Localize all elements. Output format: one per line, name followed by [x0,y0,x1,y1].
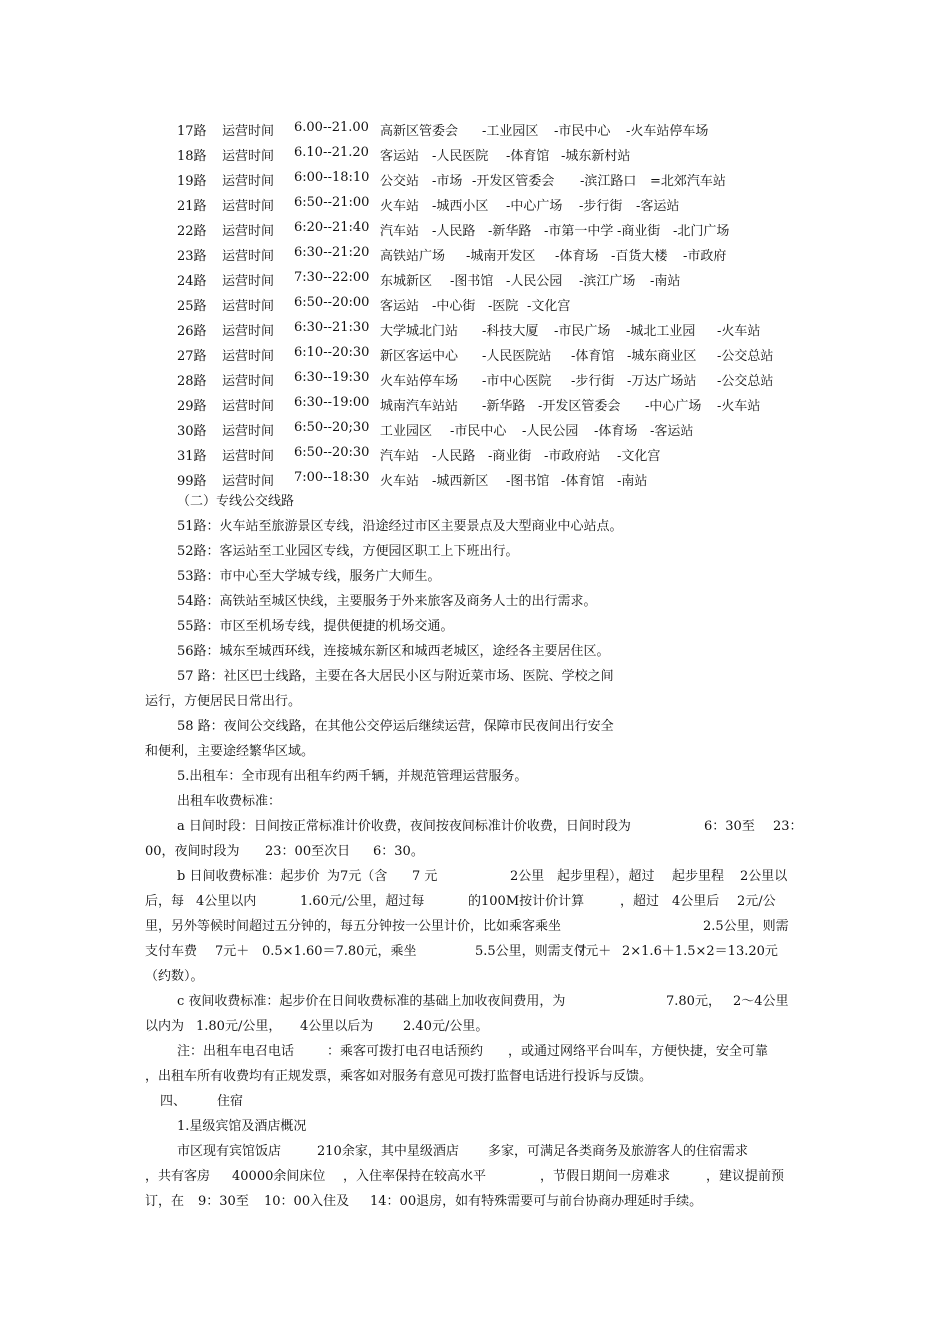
route-stop: -图书馆 [450,274,494,289]
route-stop: -市中心医院 [482,374,552,389]
text-fragment: 2元/公 [737,894,776,909]
route-hours-label: 运营时间 [222,149,275,164]
route-hours: 6:30--19:30 [294,370,370,385]
route-hours-label: 运营时间 [222,424,275,439]
text-fragment: 支付车费 [145,944,198,959]
route-stop: 汽车站 [380,449,420,464]
text-fragment: 23：00至次日 [265,844,351,859]
route-stop: 大学城北门站 [380,324,459,339]
route-stop: -客运站 [650,424,694,439]
text-fragment: 40000余间床位 [232,1169,326,1184]
route-stop: -滨江路口 [580,174,637,189]
route-number: 30路 [177,424,207,439]
route-stop: 高新区管委会 [380,124,459,139]
route-stop: -新华路 [482,399,526,414]
route-stop: -火车站 [717,324,761,339]
route-number: 28路 [177,374,207,389]
text-fragment: 10：00入住及 [264,1194,350,1209]
route-number: 17路 [177,124,207,139]
route-hours: 7:30--22:00 [294,270,370,285]
route-stop: -中心广场 [506,199,563,214]
route-stop: -客运站 [636,199,680,214]
text-fragment: ：乘客可拨打电召电话预约 [327,1044,484,1059]
text-line: 运行，方便居民日常出行。 [145,694,302,709]
text-line: 52路：客运站至工业园区专线，方便园区职工上下班出行。 [177,544,519,559]
text-fragment: 4公里后 [672,894,720,909]
route-stop: -科技大厦 [482,324,539,339]
route-stop: -步行街 [571,374,615,389]
route-stop: 客运站 [380,149,420,164]
route-stop: -城东新村站 [561,149,631,164]
route-stop: -人民路 [432,224,476,239]
text-fragment: 以内为 [145,1019,185,1034]
route-hours: 6:50--20:00 [294,295,370,310]
route-stop: -南站 [617,474,648,489]
route-stop: -万达广场站 [627,374,697,389]
text-line: 和便利，主要途经繁华区域。 [145,744,315,759]
text-fragment: 6：30至 [704,819,755,834]
text-fragment: a 日间时段：日间按正常标准计价收费，夜间按夜间标准计价收费，日间时段为 [177,819,631,834]
route-number: 22路 [177,224,207,239]
text-fragment: 1.60元/公里，超过每 [300,894,425,909]
text-fragment: 市区现有宾馆饭店 [177,1144,282,1159]
text-fragment: 住宿 [217,1094,244,1109]
text-fragment: c 夜间收费标准：起步价在日间收费标准的基础上加收夜间费用，为 [177,994,566,1009]
route-stop: -公交总站 [717,374,774,389]
text-fragment: 注：出租车电召电话 [177,1044,295,1059]
text-line: 58 路：夜间公交线路，在其他公交停运后继续运营，保障市民夜间出行安全 [177,719,614,734]
route-stop: -步行街 [579,199,623,214]
text-fragment: 00，夜间时段为 [145,844,240,859]
text-fragment: 里，另外等候时间超过五分钟的，每五分钟按一公里计价，比如乘客乘坐 [145,919,562,934]
route-stop: -图书馆 [506,474,550,489]
route-stop: -火车站 [717,399,761,414]
route-hours: 6:00--18:10 [294,170,370,185]
route-stop: 汽车站 [380,224,420,239]
route-number: 18路 [177,149,207,164]
route-stop: -市民中心 [554,124,611,139]
route-hours: 6.10--21.20 [294,145,369,160]
route-number: 25路 [177,299,207,314]
route-stop: -工业园区 [482,124,539,139]
text-fragment: 4公里以后为 [300,1019,374,1034]
route-stop: -城东商业区 [627,349,697,364]
text-fragment: 7元＋ [215,944,250,959]
text-fragment: 订，在 [145,1194,185,1209]
text-fragment: ，或通过网络平台叫车，方便快捷，安全可靠 [508,1044,769,1059]
route-stop: -商业街 [488,449,532,464]
route-hours-label: 运营时间 [222,274,275,289]
text-line: 51路：火车站至旅游景区专线，沿途经过市区主要景点及大型商业中心站点。 [177,519,623,534]
route-stop: -人民公园 [522,424,579,439]
text-fragment: 起步里程），超过 [557,869,655,884]
text-line: 53路：市中心至大学城专线，服务广大师生。 [177,569,441,584]
route-hours-label: 运营时间 [222,324,275,339]
route-hours: 6:30--21:30 [294,320,370,335]
route-stop: -城北工业园 [626,324,696,339]
route-stop: -市民广场 [554,324,611,339]
text-line: 57 路：社区巴士线路，主要在各大居民小区与附近菜市场、医院、学校之间 [177,669,614,684]
route-stop: -市政府站 [544,449,601,464]
route-stop: -公交总站 [717,349,774,364]
route-hours-label: 运营时间 [222,124,275,139]
route-hours-label: 运营时间 [222,474,275,489]
route-stop: 工业园区 [380,424,433,439]
text-fragment: ，出租车所有收费均有正规发票，乘客如对服务有意见可拨打监督电话进行投诉与反馈。 [145,1069,653,1084]
route-stop: 东城新区 [380,274,433,289]
text-fragment: 后，每 [145,894,185,909]
text-fragment: 5.5公里，则需支付 [475,944,587,959]
route-stop: 城南汽车站站 [380,399,459,414]
route-hours: 7:00--18:30 [294,470,370,485]
route-number: 99路 [177,474,207,489]
route-stop: -人民医院 [432,149,489,164]
text-fragment: 1.星级宾馆及酒店概况 [177,1119,307,1134]
route-stop: -北门广场 [673,224,730,239]
route-hours-label: 运营时间 [222,374,275,389]
route-stop: 公交站 [380,174,420,189]
text-fragment: 1.80元/公里， [196,1019,282,1034]
text-fragment: b 日间收费标准：起步价 [177,869,320,884]
route-number: 23路 [177,249,207,264]
route-stop: -城南开发区 [466,249,536,264]
route-hours: 6:10--20:30 [294,345,370,360]
route-stop: -开发区管委会 [472,174,555,189]
route-stop: -文化宫 [527,299,571,314]
text-fragment: 起步里程 [672,869,725,884]
route-hours-label: 运营时间 [222,174,275,189]
text-fragment: 2.40元/公里。 [403,1019,489,1034]
text-fragment: 四、 [160,1094,187,1109]
route-stop: -百货大楼 [611,249,668,264]
route-stop: -开发区管委会 [538,399,621,414]
text-fragment: ，入住率保持在较高水平 [343,1169,487,1184]
route-hours: 6:50--21:00 [294,195,370,210]
text-line: （二）专线公交线路 [177,494,295,509]
route-stop: -火车站停车场 [626,124,709,139]
route-hours-label: 运营时间 [222,249,275,264]
route-stop: -体育场 [594,424,638,439]
route-stop: -文化宫 [617,449,661,464]
route-hours-label: 运营时间 [222,224,275,239]
route-stop: -医院 [488,299,519,314]
route-stop: -城西新区 [432,474,489,489]
text-line: 5.出租车：全市现有出租车约两千辆，并规范管理运营服务。 [177,769,528,784]
route-stop: -城西小区 [432,199,489,214]
route-stop: -人民路 [432,449,476,464]
route-number: 19路 [177,174,207,189]
route-number: 31路 [177,449,207,464]
text-fragment: 210余家，其中星级酒店 [317,1144,459,1159]
route-stop: -中心街 [432,299,476,314]
text-fragment: 7 元 [412,869,438,884]
route-hours: 6:30--21:20 [294,245,370,260]
text-fragment: ，共有客房 [145,1169,211,1184]
route-hours: 6:30--19:00 [294,395,370,410]
route-stop: -人民公园 [506,274,563,289]
route-stop: =北郊汽车站 [650,174,726,189]
text-fragment: 2×1.6＋1.5×2＝13.20元 [622,944,778,959]
route-stop: -中心广场 [645,399,702,414]
text-fragment: 的100M按计价计算 [468,894,585,909]
route-stop: -市场 [432,174,463,189]
text-fragment: 2.5公里，则需 [703,919,789,934]
route-stop: -滨江广场 [579,274,636,289]
text-line: 55路：市区至机场专线，提供便捷的机场交通。 [177,619,454,634]
route-stop: 火车站停车场 [380,374,459,389]
route-stop: -市政府 [683,249,727,264]
text-line: 出租车收费标准： [177,794,282,809]
text-fragment: 7元＋ [577,944,612,959]
route-hours-label: 运营时间 [222,299,275,314]
route-stop: -市民中心 [450,424,507,439]
route-hours-label: 运营时间 [222,449,275,464]
route-stop: -南站 [650,274,681,289]
route-number: 29路 [177,399,207,414]
route-stop: 客运站 [380,299,420,314]
route-hours-label: 运营时间 [222,199,275,214]
text-fragment: ，建议提前预 [706,1169,785,1184]
text-fragment: 多家，可满足各类商务及旅游客人的住宿需求 [488,1144,749,1159]
text-fragment: 为7元（含 [327,869,388,884]
route-stop: -人民医院站 [482,349,552,364]
route-number: 26路 [177,324,207,339]
text-fragment: 2～4公里 [733,994,789,1009]
route-number: 21路 [177,199,207,214]
text-fragment: 9：30至 [198,1194,249,1209]
text-line: 54路：高铁站至城区快线，主要服务于外来旅客及商务人士的出行需求。 [177,594,597,609]
route-number: 24路 [177,274,207,289]
route-stop: 新区客运中心 [380,349,459,364]
text-fragment: 6：30。 [373,844,424,859]
route-number: 27路 [177,349,207,364]
route-stop: -体育场 [555,249,599,264]
route-stop: 高铁站广场 [380,249,446,264]
text-line: 56路：城东至城西环线，连接城东新区和城西老城区，途经各主要居住区。 [177,644,610,659]
route-stop: -新华路 [488,224,532,239]
route-hours: 6:50--20:30 [294,445,370,460]
text-fragment: ，超过 [620,894,660,909]
text-fragment: （约数）。 [145,969,204,984]
text-fragment: 2公里 [510,869,545,884]
route-hours-label: 运营时间 [222,399,275,414]
route-hours: 6:20--21:40 [294,220,370,235]
route-hours-label: 运营时间 [222,349,275,364]
route-stop: -商业街 [617,224,661,239]
text-fragment: 4公里以内 [196,894,257,909]
text-fragment: 0.5×1.60＝7.80元，乘坐 [262,944,417,959]
text-fragment: 7.80元， [666,994,721,1009]
route-stop: -体育馆 [561,474,605,489]
text-fragment: 2公里以 [740,869,788,884]
route-stop: -体育馆 [506,149,550,164]
route-hours: 6:50--20;30 [294,420,370,435]
route-stop: -体育馆 [571,349,615,364]
text-fragment: ，节假日期间一房难求 [540,1169,671,1184]
route-hours: 6.00--21.00 [294,120,369,135]
route-stop: 火车站 [380,474,420,489]
route-stop: 火车站 [380,199,420,214]
text-fragment: 23： [773,819,803,834]
text-fragment: 14：00退房，如有特殊需要可与前台协商办理延时手续。 [370,1194,703,1209]
route-stop: -市第一中学 [544,224,614,239]
